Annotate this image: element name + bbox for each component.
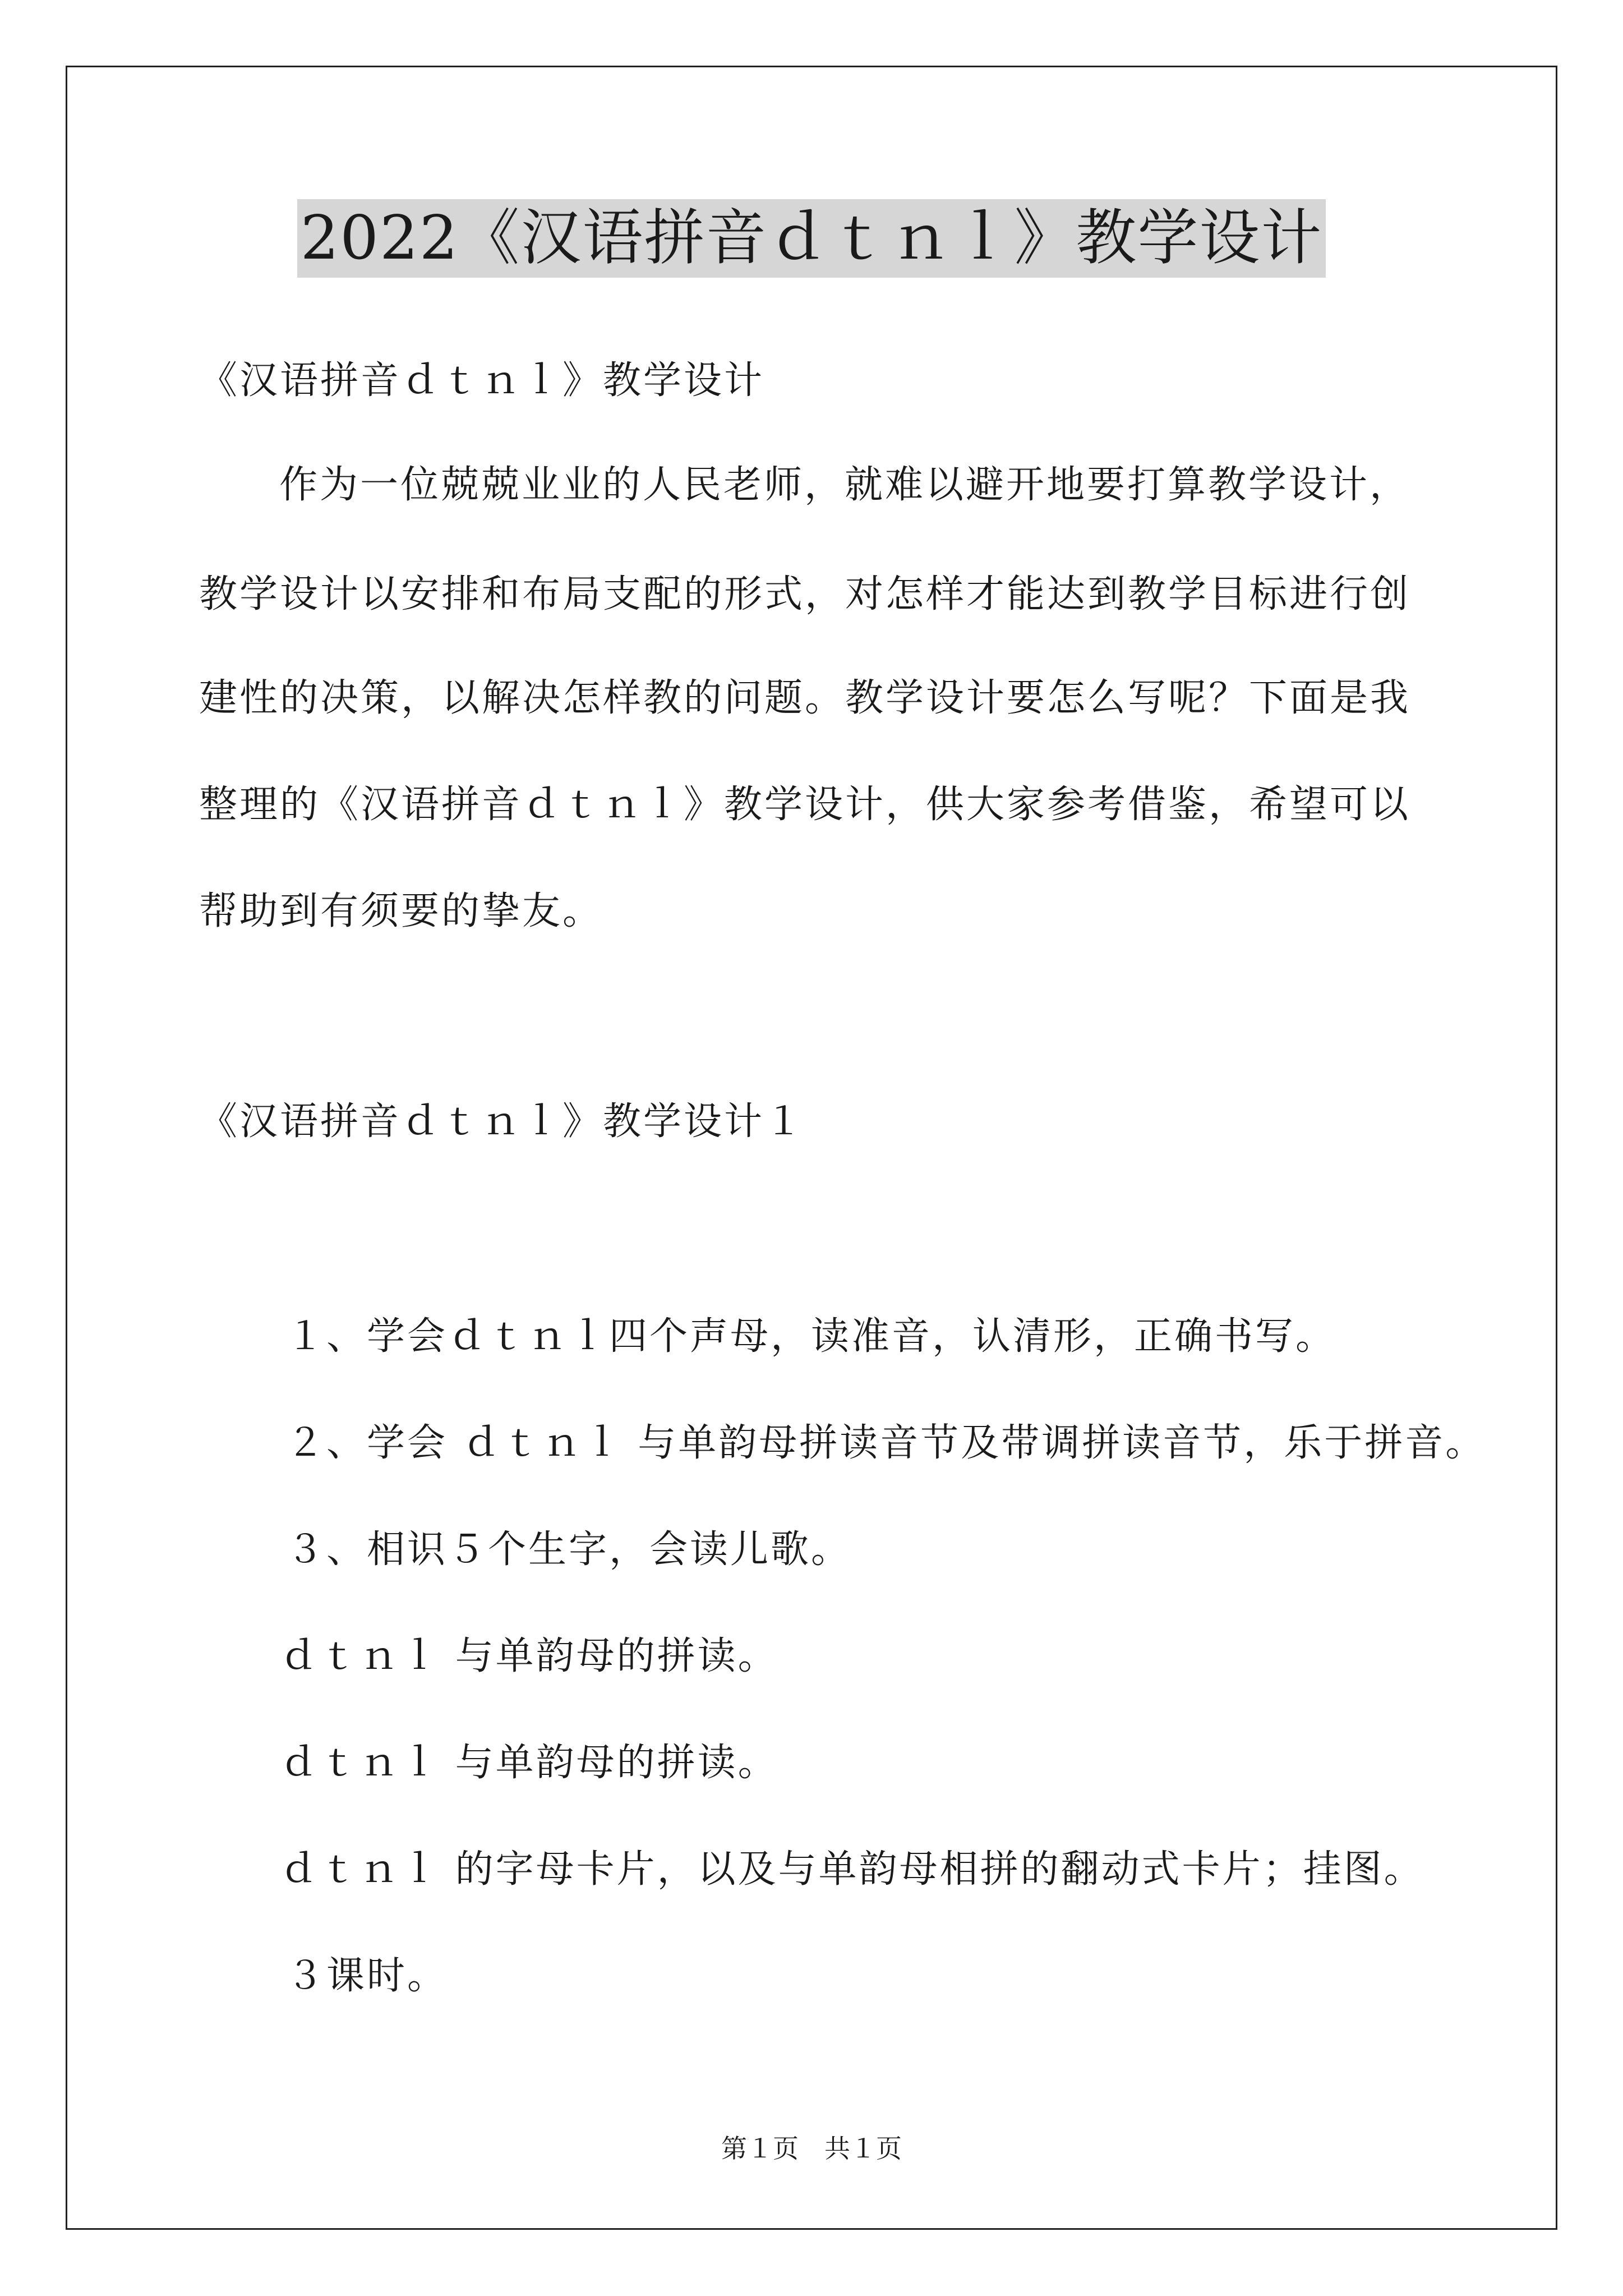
document-title: 2022《汉语拼音ｄｔｎｌ》教学设计 xyxy=(297,199,1326,278)
list-item: ｄｔｎｌ 的字母卡片，以及与单韵母相拼的翻动式卡片；挂图。 xyxy=(279,1847,1424,1892)
list-item: ２、学会 ｄｔｎｌ 与单韵母拼读音节及带调拼读音节，乐于拼音。 xyxy=(286,1421,1486,1465)
list-item: ｄｔｎｌ 与单韵母的拼读。 xyxy=(279,1741,778,1785)
doc-subtitle: 《汉语拼音ｄｔｎｌ》教学设计 xyxy=(199,358,765,403)
intro-line-3: 建性的决策，以解决怎样教的问题。教学设计要怎么写呢？下面是我 xyxy=(199,676,1411,720)
intro-line-5: 帮助到有须要的挚友。 xyxy=(199,889,603,933)
title-container xyxy=(0,199,1623,278)
section-title: 《汉语拼音ｄｔｎｌ》教学设计１ xyxy=(199,1099,805,1144)
intro-line-4: 整理的《汉语拼音ｄｔｎｌ》教学设计，供大家参考借鉴，希望可以 xyxy=(199,783,1411,827)
list-item: １、学会ｄｔｎｌ四个声母，读准音，认清形，正确书写。 xyxy=(286,1314,1336,1359)
intro-line-1: 作为一位兢兢业业的人民老师，就难以避开地要打算教学设计， xyxy=(279,463,1410,507)
list-item: ｄｔｎｌ 与单韵母的拼读。 xyxy=(279,1634,778,1678)
intro-line-2: 教学设计以安排和布局支配的形式，对怎样才能达到教学目标进行创 xyxy=(199,572,1411,616)
list-item: ３、相识５个生字，会读儿歌。 xyxy=(286,1527,852,1572)
list-item: ３课时。 xyxy=(286,1954,448,1998)
page-footer: 第１页 共１页 xyxy=(721,2133,902,2164)
